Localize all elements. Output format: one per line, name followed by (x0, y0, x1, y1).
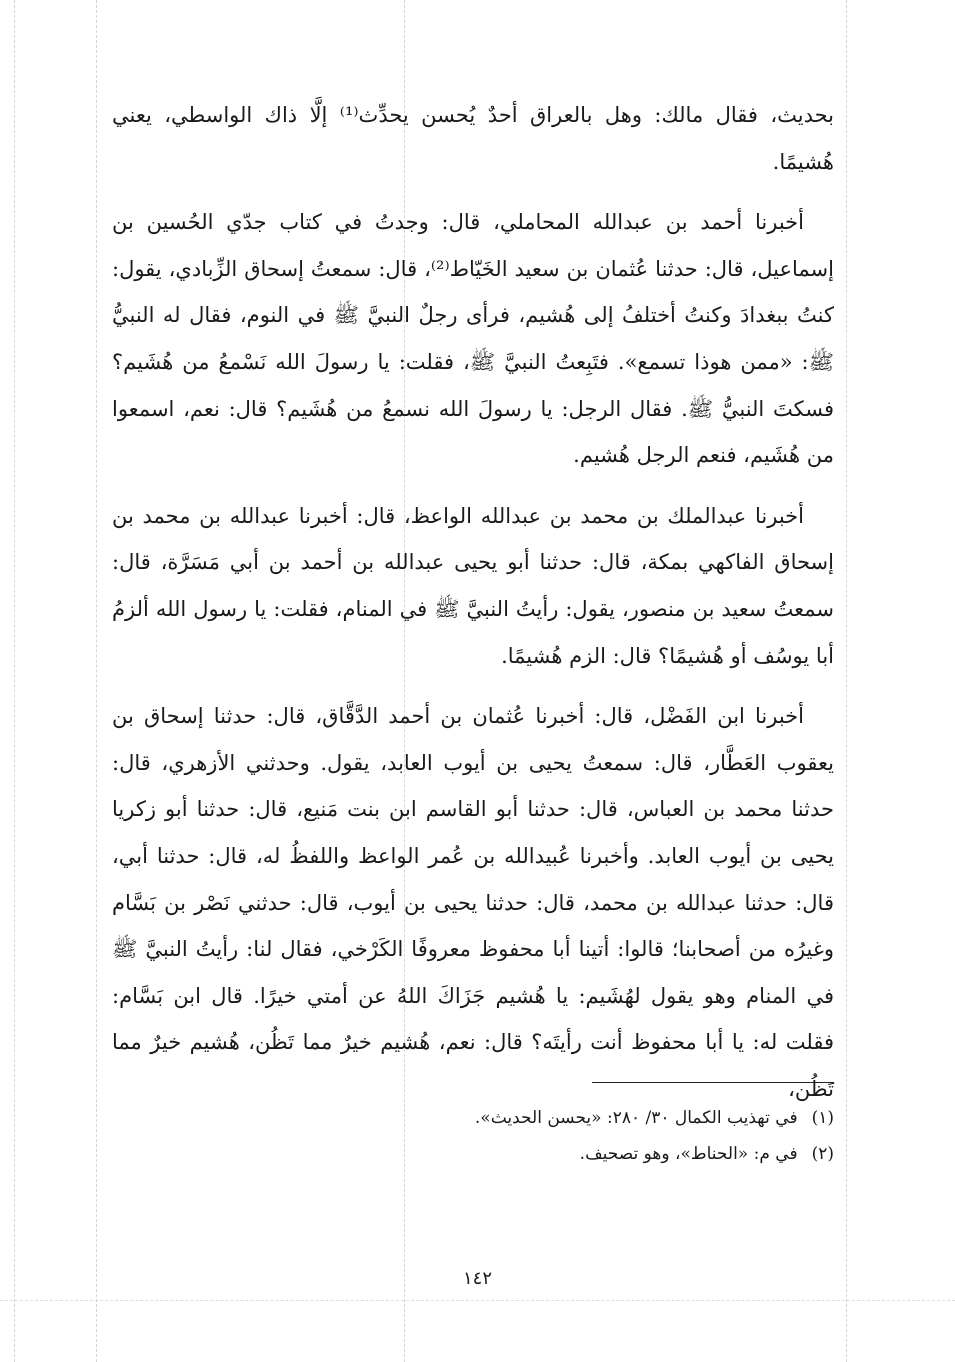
page-ruling-line (14, 0, 15, 1362)
footnote (300, 1136, 834, 1172)
paragraph: أخبرنا ابن الفَضْل، قال: أخبرنا عُثمان بن أحمد الدَّقَّاق، قال: حدثنا إسحاق بن يعقوب العَطَّار، قال: سمعتُ يحيى بن أيوب العابد، يقول. وحدثني الأزهري، قال: حدثنا محمد بن العباس، قال: حدثنا أبو القاسم ابن بنت مَنيع، قال: حدثنا أبو زكريا يحيى بن أيوب العابد. وأخبرنا عُبيدالله بن عُمر الواعظ واللفظُ له، قال: حدثنا أبي، قال: حدثنا عبدالله بن محمد، قال: حدثنا يحيى بن أيوب، قال: حدثني نَصْر بن بَسَّام وغيرُه من أصحابنا؛ قالوا: أتينا أبا محفوظ معروفًا الكَرْخي، فقال لنا: رأيتُ النبيَّ ﷺ في المنام وهو يقول لهُشَيم: يا هُشيم جَزَاكَ اللهُ عن أمتي خيرًا. قال ابن بَسَّام: فقلت له: يا أبا محفوظ أنت رأيتَه؟ قال: نعم، هُشيم خيرٌ مما تَظُن، هُشيم خيرٌ مما تَظُن، (112, 704, 834, 1101)
footnote-text: في تهذيب الكمال ٣٠/ ٢٨٠: «يحسن الحديث». (474, 1108, 798, 1128)
page-number: ١٤٢ (462, 1268, 492, 1289)
page-ruling-line (846, 0, 847, 1362)
footnote-number: (٢) (811, 1144, 834, 1164)
footnote-divider (592, 1082, 834, 1083)
footnotes (300, 1100, 834, 1172)
footnote-text: في م: «الحناط»، وهو تصحيف. (579, 1144, 798, 1164)
paragraph: أخبرنا عبدالملك بن محمد بن عبدالله الواعظ، قال: أخبرنا عبدالله بن محمد بن إسحاق الفاكهي بمكة، قال: حدثنا أبو يحيى عبدالله بن أحمد بن أبي مَسَرَّة، قال: سمعتُ سعيد بن منصور، يقول: رأيتُ النبيَّ ﷺ في المنام، فقلت: يا رسول الله ألزمُ أبا يوسُف أو هُشيمًا؟ قال: الزم هُشيمًا. (112, 503, 834, 668)
main-text (112, 92, 834, 1112)
page-ruling-line (96, 0, 97, 1362)
paragraph: بحديث، فقال مالك: وهل بالعراق أحدٌ يُحسن يحدِّث⁽¹⁾ إلَّا ذاك الواسطي، يعني هُشيمًا. (112, 103, 835, 174)
page-ruling-line (0, 1300, 955, 1301)
footnote-number: (١) (811, 1108, 834, 1128)
footnote (300, 1100, 834, 1136)
paragraph: أخبرنا أحمد بن عبدالله المحاملي، قال: وجدتُ في كتاب جدّي الحُسين بن إسماعيل، قال: حدثنا عُثمان بن سعيد الخَيّاط⁽²⁾، قال: سمعتُ إسحاق الزِّبادي، يقول: كنتُ ببغدادَ وكنتُ أختلفُ إلى هُشيم، فرأى رجلٌ النبيَّ ﷺ في النوم، فقال له النبيُّ ﷺ: «ممن هوذا تسمع». فتَبِعتُ النبيَّ ﷺ، فقلت: يا رسولَ الله نَسْمعُ من هُشَيم؟ فسكتَ النبيُّ ﷺ. فقال الرجل: يا رسولَ الله نسمعُ من هُشَيم؟ قال: نعم، اسمعوا من هُشَيم، فنعم الرجل هُشيم. (112, 210, 834, 468)
